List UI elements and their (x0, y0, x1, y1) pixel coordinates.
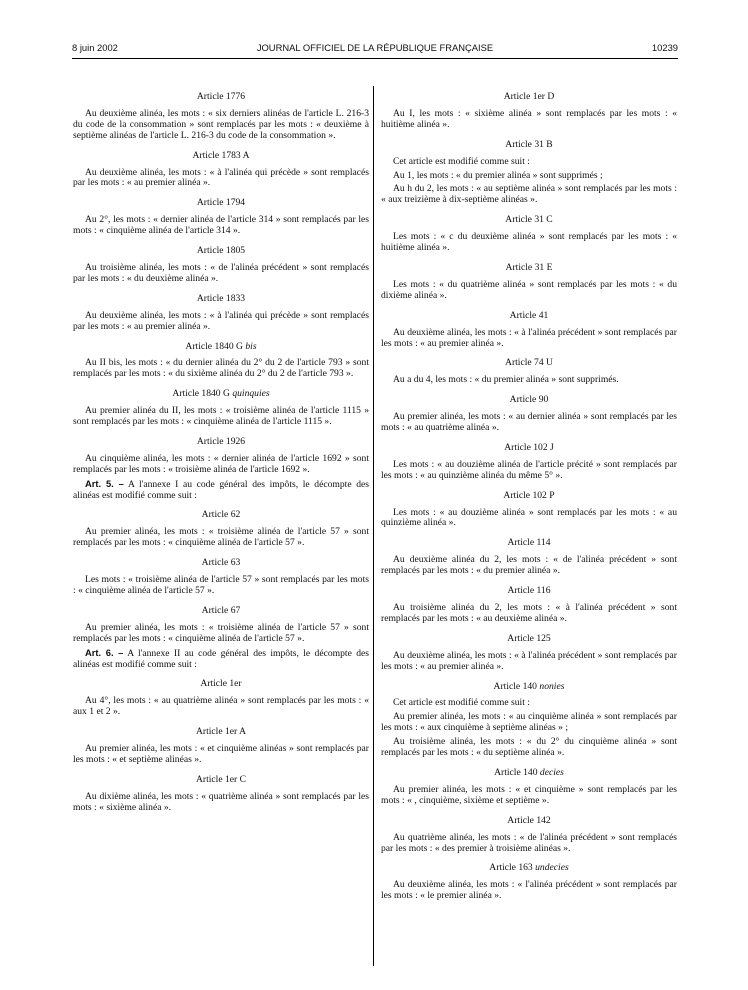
paragraph-text: Au cinquième alinéa, les mots : « dernier alinéa de l'article 1692 » sont remplacés par les mots : « troisième alinéa de l'article 1692 ». (73, 452, 369, 475)
article-heading (381, 816, 677, 827)
article-heading-text: Article 140 (493, 680, 537, 692)
article-heading-text: Article 31 C (505, 214, 553, 226)
article-heading (73, 437, 369, 448)
article-heading-text: Article 62 (201, 509, 241, 521)
paragraph-text: Au II bis, les mots : « du dernier alinéa du 2° du 2 de l'article 793 » sont remplacés par les mots : « du sixième alinéa du 2° du 2 de l'article 793 ». (73, 357, 369, 380)
paragraph-text: Au troisième alinéa, les mots : « de l'alinéa précédent » sont remplacés par les mots : « du deuxième alinéa ». (73, 261, 369, 284)
paragraph (381, 555, 677, 577)
paragraph (73, 263, 369, 285)
column-divider (373, 86, 374, 966)
paragraph (73, 744, 369, 766)
paragraph-text: Au deuxième alinéa, les mots : « l'alinéa précédent » sont remplacés par les mots : « le premier alinéa ». (381, 879, 677, 902)
paragraph-text: Au h du 2, les mots : « au septième alinéa » sont remplacés par les mots : « aux treizième à dix-septième alinéas ». (381, 183, 677, 206)
article-heading-text: Article 116 (507, 585, 551, 597)
article-heading-text: Article 1783 A (192, 149, 250, 161)
paragraph-text: Au deuxième alinéa, les mots : « six derniers alinéas de l'article L. 216-3 du code de la consommation » sont remplacés par les mots : « deuxième à septième alinéas de l'article L. 216-3 du code de la consommation ». (73, 107, 369, 141)
article-heading (381, 358, 677, 369)
right-column (381, 92, 677, 911)
article-heading (73, 342, 369, 353)
article-heading (381, 140, 677, 151)
paragraph (73, 696, 369, 718)
paragraph (73, 792, 369, 814)
paragraph-text: Au deuxième alinéa, les mots : « à l'alinéa précédent » sont remplacés par les mots : « au premier alinéa ». (381, 326, 677, 349)
article-heading (73, 198, 369, 209)
article-heading (381, 92, 677, 103)
paragraph (381, 785, 677, 807)
article-heading (381, 586, 677, 597)
article-heading-text: Article 31 E (505, 261, 553, 273)
paragraph-text: Au a du 4, les mots : « du premier alinéa » sont supprimés. (393, 374, 619, 386)
paragraph (381, 157, 677, 168)
paragraph (73, 109, 369, 142)
paragraph-text: Au deuxième alinéa du 2, les mots : « de l'alinéa précédent » sont remplacés par les mots : « du premier alinéa ». (381, 554, 677, 577)
article-heading-text: Article 1833 (196, 292, 246, 304)
paragraph-text: Au premier alinéa, les mots : « et cinquième alinéas » sont remplacés par les mots : « et septième alinéas ». (73, 743, 369, 765)
paragraph (73, 406, 369, 428)
paragraph-text: Au quatrième alinéa, les mots : « de l'alinéa précédent » sont remplacés par les mots : « des premier à troisième alinéas ». (381, 831, 677, 854)
paragraph-text: Au I, les mots : « sixième alinéa » sont remplacés par les mots : « huitième alinéa ». (381, 107, 677, 130)
article-heading (381, 443, 677, 454)
article-heading-text: Article 1er A (195, 726, 247, 738)
article-heading-text: Article 1er C (195, 773, 247, 785)
paragraph-text: Au premier alinéa, les mots : « troisième alinéa de l'article 57 » sont remplacés par les mots : « cinquième alinéa de l'article 57 ». (73, 621, 369, 644)
paragraph-text: Au premier alinéa, les mots : « et cinquième » sont remplacés par les mots : « , cinquième, sixième et septième ». (381, 783, 677, 806)
paragraph (381, 737, 677, 759)
article-heading-text: Article 102 P (503, 489, 555, 501)
article-heading (381, 634, 677, 645)
paragraph-text: Les mots : « au douzième alinéa » sont remplacés par les mots : « au quinzième alinéa ». (381, 506, 677, 529)
paragraph (381, 328, 677, 350)
paragraph-text: Au premier alinéa du II, les mots : « troisième alinéa de l'article 1115 » sont remplacés par les mots : « cinquième alinéa de l'article 1115 ». (73, 405, 369, 428)
paragraph (381, 412, 677, 434)
article-heading (73, 246, 369, 257)
article-heading (381, 863, 677, 874)
article-heading-suffix: bis (245, 340, 257, 352)
article-heading (381, 395, 677, 406)
paragraph (73, 215, 369, 237)
article-heading-text: Article 142 (507, 814, 551, 826)
paragraph (381, 171, 677, 182)
article-heading (73, 151, 369, 162)
article-heading (73, 679, 369, 690)
article-heading-text: Article 1776 (196, 91, 246, 102)
paragraph (381, 375, 677, 386)
header-rule (72, 58, 678, 59)
article-heading-text: Article 1794 (196, 197, 246, 209)
article-heading-text: Article 1er D (503, 91, 555, 102)
paragraph-text: Au troisième alinéa, les mots : « du 2° du cinquième alinéa » sont remplacés par les mots : « du septième alinéa ». (381, 736, 677, 759)
article-heading (381, 682, 677, 693)
article-heading (381, 263, 677, 274)
article-heading (73, 92, 369, 103)
article-number: Art. 5. – (85, 477, 124, 489)
header-page-number: 10239 (651, 42, 678, 53)
paragraph (73, 311, 369, 333)
paragraph-text: Les mots : « c du deuxième alinéa » sont remplacés par les mots : « huitième alinéa ». (381, 231, 677, 254)
article-heading-text: Article 1840 G (172, 388, 230, 400)
paragraph (381, 698, 677, 709)
article-heading-text: Article 1805 (196, 245, 246, 257)
paragraph (381, 508, 677, 530)
article-heading (381, 768, 677, 779)
paragraph-text: Les mots : « au douzième alinéa de l'article précité » sont remplacés par les mots : « au quinzième alinéa du même 5° ». (381, 458, 677, 481)
paragraph (73, 575, 369, 597)
article-heading (73, 727, 369, 738)
paragraph-text: Au deuxième alinéa, les mots : « à l'alinéa précédent » sont remplacés par les mots : « au premier alinéa ». (381, 649, 677, 672)
article-heading-suffix: quinquies (232, 388, 270, 400)
paragraph (73, 454, 369, 476)
article-heading-suffix: undecies (535, 862, 569, 874)
paragraph-text: A l'annexe I au code général des impôts, le décompte des alinéas est modifié comme suit : (73, 478, 370, 501)
article-heading-text: Article 63 (201, 557, 241, 569)
paragraph-text: Au premier alinéa, les mots : « au dernier alinéa » sont remplacés par les mots : « au quatrième alinéa ». (381, 411, 677, 434)
article-heading (73, 558, 369, 569)
paragraph-text: Au deuxième alinéa, les mots : « à l'alinéa qui précède » sont remplacés par les mots : « au premier alinéa ». (73, 166, 369, 189)
article-number: Art. 6. – (85, 646, 124, 658)
article-heading (381, 311, 677, 322)
article-heading-text: Article 31 B (505, 138, 553, 150)
article-heading (73, 294, 369, 305)
header-title: JOURNAL OFFICIEL DE LA RÉPUBLIQUE FRANÇAISE (256, 42, 494, 53)
article-heading-text: Article 1840 G (185, 340, 243, 352)
paragraph (381, 460, 677, 482)
article-heading-text: Article 163 (489, 862, 533, 874)
paragraph-text: Au troisième alinéa du 2, les mots : « à l'alinéa précédent » sont remplacés par les mots : « au deuxième alinéa ». (381, 602, 677, 624)
page-header (72, 42, 678, 56)
article-heading-suffix: decies (539, 766, 564, 778)
paragraph (73, 527, 369, 549)
article-heading-text: Article 67 (201, 604, 241, 616)
paragraph-text: Les mots : « du quatrième alinéa » sont remplacés par les mots : « du dixième alinéa ». (381, 278, 677, 301)
article-heading-suffix: nonies (539, 680, 565, 692)
paragraph-text: Au 2°, les mots : « dernier alinéa de l'article 314 » sont remplacés par les mots : « cinquième alinéa de l'article 314 ». (73, 214, 369, 237)
article-heading-text: Article 1er (200, 678, 242, 690)
article-heading-text: Article 1926 (196, 435, 246, 447)
article-heading-text: Article 41 (509, 309, 549, 321)
paragraph (381, 651, 677, 673)
paragraph-text: Au deuxième alinéa, les mots : « à l'alinéa qui précède » sont remplacés par les mots : « au premier alinéa ». (73, 309, 369, 332)
paragraph-text: Cet article est modifié comme suit : (393, 697, 530, 709)
article-heading (73, 510, 369, 521)
article-heading (73, 775, 369, 786)
paragraph-text: Au dixième alinéa, les mots : « quatrième alinéa » sont remplacés par les mots : « sixième alinéa ». (73, 790, 369, 813)
article-heading-text: Article 90 (509, 394, 549, 406)
paragraph-text: Au premier alinéa, les mots : « troisième alinéa de l'article 57 » sont remplacés par les mots : « cinquième alinéa de l'article 57 ». (73, 526, 369, 549)
article-heading-text: Article 114 (507, 537, 551, 549)
paragraph (381, 109, 677, 131)
article-heading (73, 389, 369, 400)
paragraph-text: A l'annexe II au code général des impôts, le décompte des alinéas est modifié comme suit : (73, 647, 370, 670)
paragraph (381, 232, 677, 254)
paragraph-text: Au 4°, les mots : « au quatrième alinéa » sont remplacés par les mots : « aux 1 et 2 ». (73, 695, 369, 718)
paragraph (73, 358, 369, 380)
paragraph-text: Au premier alinéa, les mots : « au cinquième alinéa » sont remplacés par les mots : « aux cinquième à septième alinéas » ; (381, 711, 677, 734)
article-heading-text: Article 125 (507, 632, 551, 644)
paragraph (381, 280, 677, 302)
paragraph (381, 880, 677, 902)
left-column (73, 92, 369, 823)
paragraph-text: Cet article est modifié comme suit : (393, 155, 530, 167)
header-date: 8 juin 2002 (72, 42, 118, 53)
paragraph (381, 712, 677, 734)
article-heading (73, 606, 369, 617)
article-heading (381, 215, 677, 226)
paragraph (73, 479, 369, 502)
paragraph (73, 648, 369, 671)
paragraph (381, 833, 677, 855)
paragraph (73, 168, 369, 190)
article-heading-text: Article 102 J (504, 441, 554, 453)
paragraph (381, 603, 677, 625)
paragraph (381, 184, 677, 206)
paragraph (73, 623, 369, 645)
article-heading (381, 491, 677, 502)
paragraph-text: Les mots : « troisième alinéa de l'article 57 » sont remplacés par les mots : « cinquième alinéa de l'article 57 ». (73, 574, 369, 596)
article-heading-text: Article 140 (494, 766, 538, 778)
paragraph-text: Au 1, les mots : « du premier alinéa » sont supprimés ; (393, 169, 603, 181)
article-heading-text: Article 74 U (505, 357, 553, 369)
article-heading (381, 538, 677, 549)
